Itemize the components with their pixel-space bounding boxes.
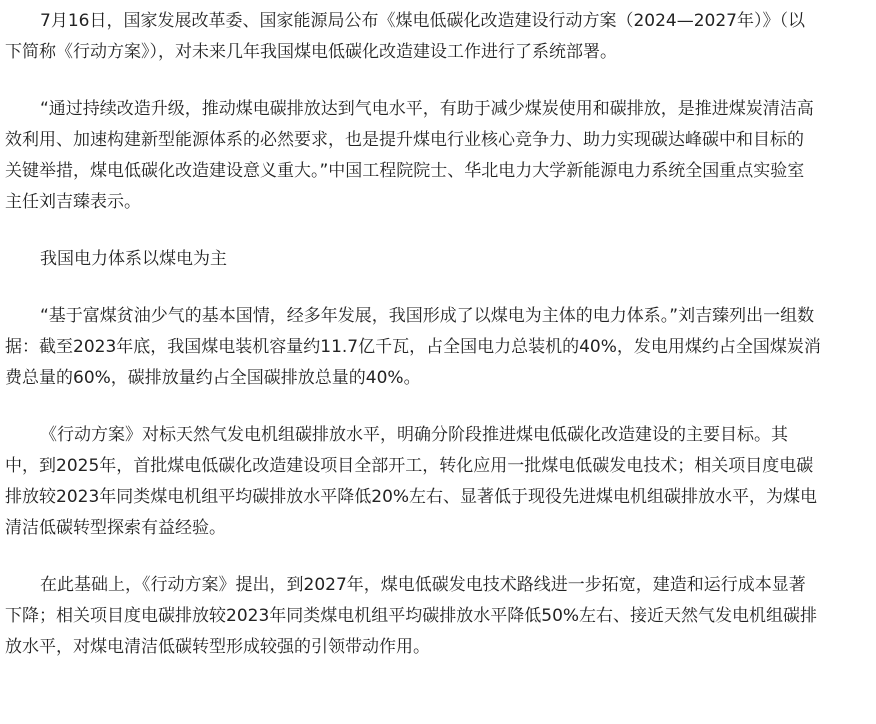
- paragraph-coal-data: [5, 301, 871, 394]
- paragraph-2027-goals: [5, 570, 871, 663]
- text-line: 费总量的60%，碳排放量约占全国碳排放总量的40%。: [5, 368, 421, 388]
- text-line: 中，到2025年，首批煤电低碳化改造建设项目全部开工，转化应用一批煤电低碳发电技术；相关项目度电碳: [5, 456, 814, 476]
- paragraph-2025-goals: [5, 420, 871, 544]
- heading-text: 我国电力体系以煤电为主: [40, 249, 227, 269]
- text-line: 《行动方案》对标天然气发电机组碳排放水平，明确分阶段推进煤电低碳化改造建设的主要目标。其: [40, 425, 788, 445]
- text-line: 在此基础上，《行动方案》提出，到2027年，煤电低碳发电技术路线进一步拓宽，建造和运行成本显著: [40, 575, 806, 595]
- text-line: 主任刘吉臻表示。: [5, 192, 141, 212]
- article-body: [5, 0, 871, 663]
- text-line: 效利用、加速构建新型能源体系的必然要求，也是提升煤电行业核心竞争力、助力实现碳达峰碳中和目标的: [5, 130, 804, 150]
- text-line: 清洁低碳转型探索有益经验。: [5, 518, 226, 538]
- text-line: 关键举措，煤电低碳化改造建设意义重大。”中国工程院院士、华北电力大学新能源电力系统全国重点实验室: [5, 161, 805, 181]
- paragraph-announcement: [5, 6, 871, 68]
- text-line: “通过持续改造升级，推动煤电碳排放达到气电水平，有助于减少煤炭使用和碳排放，是推进煤炭清洁高: [40, 99, 814, 119]
- text-line: 排放较2023年同类煤电机组平均碳排放水平降低20%左右、显著低于现役先进煤电机组碳排放水平，为煤电: [5, 487, 818, 507]
- text-line: “基于富煤贫油少气的基本国情，经多年发展，我国形成了以煤电为主体的电力体系。”刘吉臻列出一组数: [40, 306, 815, 326]
- section-heading: [5, 244, 871, 275]
- text-line: 据：截至2023年底，我国煤电装机容量约11.7亿千瓦，占全国电力总装机的40%，发电用煤约占全国煤炭消: [5, 337, 821, 357]
- text-line: 下简称《行动方案》），对未来几年我国煤电低碳化改造建设工作进行了系统部署。: [5, 42, 617, 62]
- text-line: 7月16日，国家发展改革委、国家能源局公布《煤电低碳化改造建设行动方案（2024—2027年）》（以: [40, 11, 805, 31]
- text-line: 放水平，对煤电清洁低碳转型形成较强的引领带动作用。: [5, 637, 430, 657]
- text-line: 下降；相关项目度电碳排放较2023年同类煤电机组平均碳排放水平降低50%左右、接近天然气发电机组碳排: [5, 606, 818, 626]
- paragraph-quote-significance: [5, 94, 871, 218]
